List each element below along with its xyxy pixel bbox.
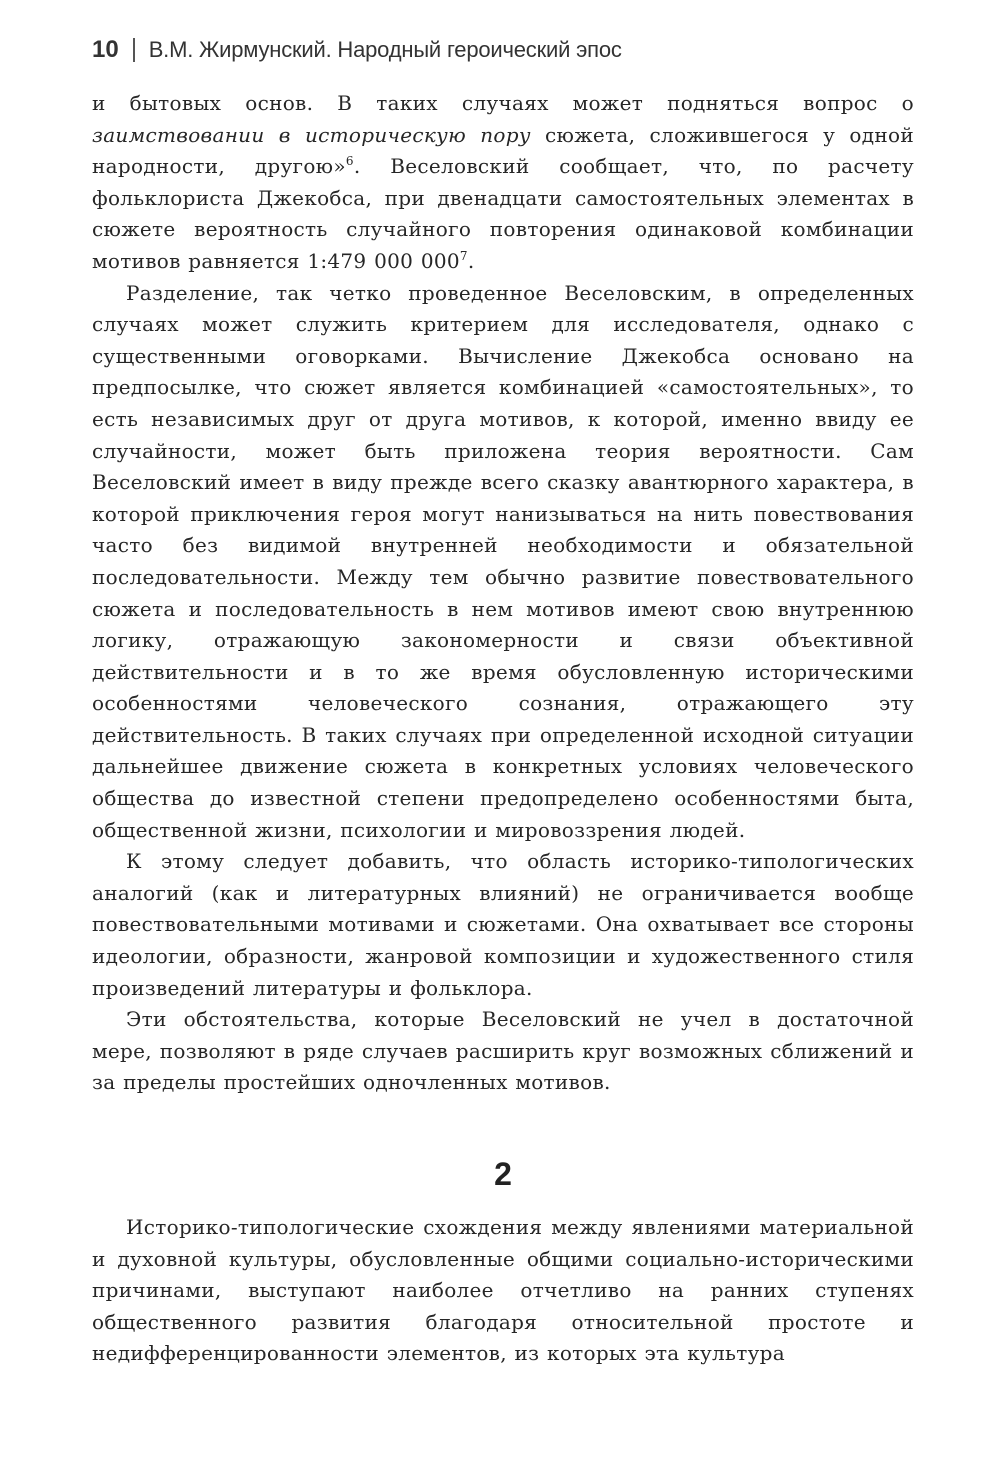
- page-number: 10: [92, 36, 119, 63]
- running-head: [92, 32, 622, 68]
- paragraph-4: Эти обстоятельства, которые Веселовский не учел в достаточной мере, позволяют в ряде случаев расширить круг возможных сближений и за пределы простейших одночленных мотивов.: [92, 1007, 914, 1095]
- footnote-ref-6: 6: [345, 154, 354, 169]
- section-text: [92, 1212, 914, 1370]
- section-paragraph-1: Историко-типологические схождения между явлениями материальной и духовной культуры, обусловленные общими социально-историческими причинами, выступают наиболее отчетливо на ранних ступенях общественного развития благодаря относительной простоте и недифференцированности элементов, из которых эта культура: [92, 1215, 914, 1366]
- paragraph-1-text: сюжета, сложившегося у одной народности, другою»: [92, 122, 914, 179]
- paragraph-1-lead: и бытовых основ. В таких случаях может подняться вопрос о: [92, 91, 914, 115]
- paragraph-1: [92, 88, 914, 278]
- header-divider: [133, 38, 135, 62]
- paragraph-3: К этому следует добавить, что область историко-типологических аналогий (как и литературных влияний) не ограничивается вообще повествовательными мотивами и сюжетами. Она охватывает все стороны идеологии, образности, жанровой композиции и художественного стиля произведений литературы и фольклора.: [92, 849, 914, 1000]
- paragraph-1-tail: .: [467, 248, 475, 273]
- paragraph-2: Разделение, так четко проведенное Веселовским, в определенных случаях может служить критерием для исследователя, однако с существенными оговорками. Вычисление Джекобса основано на предпосылке, что сюжет является комбинацией «самостоятельных», то есть независимых друг от друга мотивов, к которой, именно ввиду ее случайности, может быть приложена теория вероятности. Сам Веселовский имеет в виду прежде всего сказку авантюрного характера, в которой приключения героя могут нанизываться на нить повествования часто без видимой внутренней необходимости и обязательной последовательности. Между тем обычно развитие повествовательного сюжета и последовательность в нем мотивов имеют свою внутреннюю логику, отражающую закономерности и связи объективной действительности и в то же время обусловленную историческими особенностями человеческого сознания, отражающего эту действительность. В таких случаях при определенной исходной ситуации дальнейшее движение сюжета в конкретных условиях человеческого общества до известной степени предопределено особенностями быта, общественной жизни, психологии и мировоззрения людей.: [92, 280, 914, 842]
- footnote-ref-7: 7: [459, 248, 468, 263]
- main-text: [92, 88, 914, 1099]
- paragraph-1-italic: заимствовании в историческую пору: [92, 122, 531, 147]
- section-heading: 2: [494, 1156, 512, 1192]
- paragraph-1-text-continued: . Веселовский сообщает, что, по расчету фольклориста Джекобса, при двенадцати самостоятельных элементах в сюжете вероятность случайного повторения одинаковой комбинации мотивов равняется 1:479 000 000: [92, 154, 914, 273]
- running-title: В.М. Жирмунский. Народный героический эпос: [148, 37, 622, 62]
